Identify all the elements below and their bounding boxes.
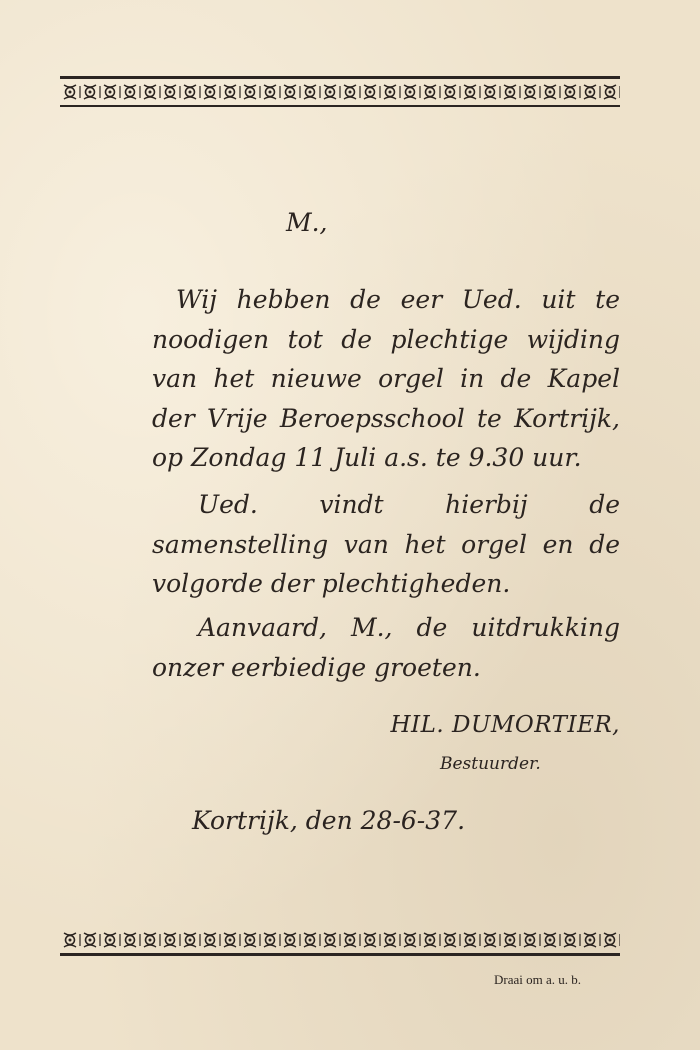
ornament-motif [164,85,180,99]
ornament-motif [144,933,160,947]
ornament-motif [184,933,200,947]
ornament-motif [64,933,80,947]
ornament-motif [164,933,180,947]
ornament-motif [84,933,100,947]
ornament-motif [584,933,600,947]
ornament-motif [264,85,280,99]
ornament-motif [584,85,600,99]
bottom-rule [60,953,620,956]
ornament-motif [404,85,420,99]
ornament-motif [364,933,380,947]
ornament-motif [404,933,420,947]
ornament-motif [64,85,80,99]
ornament-motif [344,933,360,947]
ornament-motif [524,85,540,99]
ornament-motif [324,85,340,99]
ornament-motif [284,85,300,99]
ornament-motif [144,85,160,99]
ornament-motif [444,933,460,947]
turn-over-note: Draai om a. u. b. [494,972,582,987]
ornament-motif [224,85,240,99]
ornament-motif [424,933,440,947]
ornament-motif [264,933,280,947]
salutation: M., [286,208,328,237]
ornament-motif [244,85,260,99]
signer-title: Bestuurder. [440,754,541,774]
ornament-motif [124,85,140,99]
ornament-motif [564,933,580,947]
ornament-motif [524,933,540,947]
ornament-motif [564,85,580,99]
ornament-motif [284,933,300,947]
ornament-motif [444,85,460,99]
ornament-motif [464,933,480,947]
ornament-motif [604,85,620,99]
top-ornamental-border [60,76,620,107]
ornament-motif [124,933,140,947]
ornament-motif [604,933,620,947]
ornament-motif [384,933,400,947]
ornament-motif [304,933,320,947]
ornament-motif [224,933,240,947]
ornament-motif [244,933,260,947]
ornament-motif [104,933,120,947]
ornament-motif [484,85,500,99]
bottom-ornamental-border [60,927,620,956]
ornament-motif [304,85,320,99]
ornament-motif [544,933,560,947]
signer-name: HIL. DUMORTIER, [390,712,620,738]
ornament-motif [504,933,520,947]
ornament-motif [484,933,500,947]
ornament-motif [504,85,520,99]
place-date: Kortrijk, den 28-6-37. [192,806,466,835]
ornament-motif [204,933,220,947]
ornament-motif [324,933,340,947]
ornament-motif [344,85,360,99]
ornament-motif [384,85,400,99]
ornament-motif [464,85,480,99]
ornament-motif [544,85,560,99]
ornament-motif [84,85,100,99]
ornament-motif [364,85,380,99]
top-rule-lower [60,105,620,107]
paragraph-enclosure: Ued. vindt hierbij de samenstelling van het orgel en de volgorde der plechtigheden. [152,490,620,598]
top-ornament-row [60,79,620,105]
ornament-motif [204,85,220,99]
paragraph-invitation: Wij hebben de eer Ued. uit te noodigen tot de plechtige wijding van het nieuwe orgel in de Kapel der Vrije Beroepsschool te Kortrijk, op Zondag 11 Juli a.s. te 9.30 uur. [152,285,620,472]
ornament-motif [184,85,200,99]
paragraph-greeting: Aanvaard, M., de uitdrukking onzer eerbiedige groeten. [152,613,620,682]
ornament-motif [104,85,120,99]
ornament-motif [424,85,440,99]
bottom-ornament-row [60,927,620,953]
